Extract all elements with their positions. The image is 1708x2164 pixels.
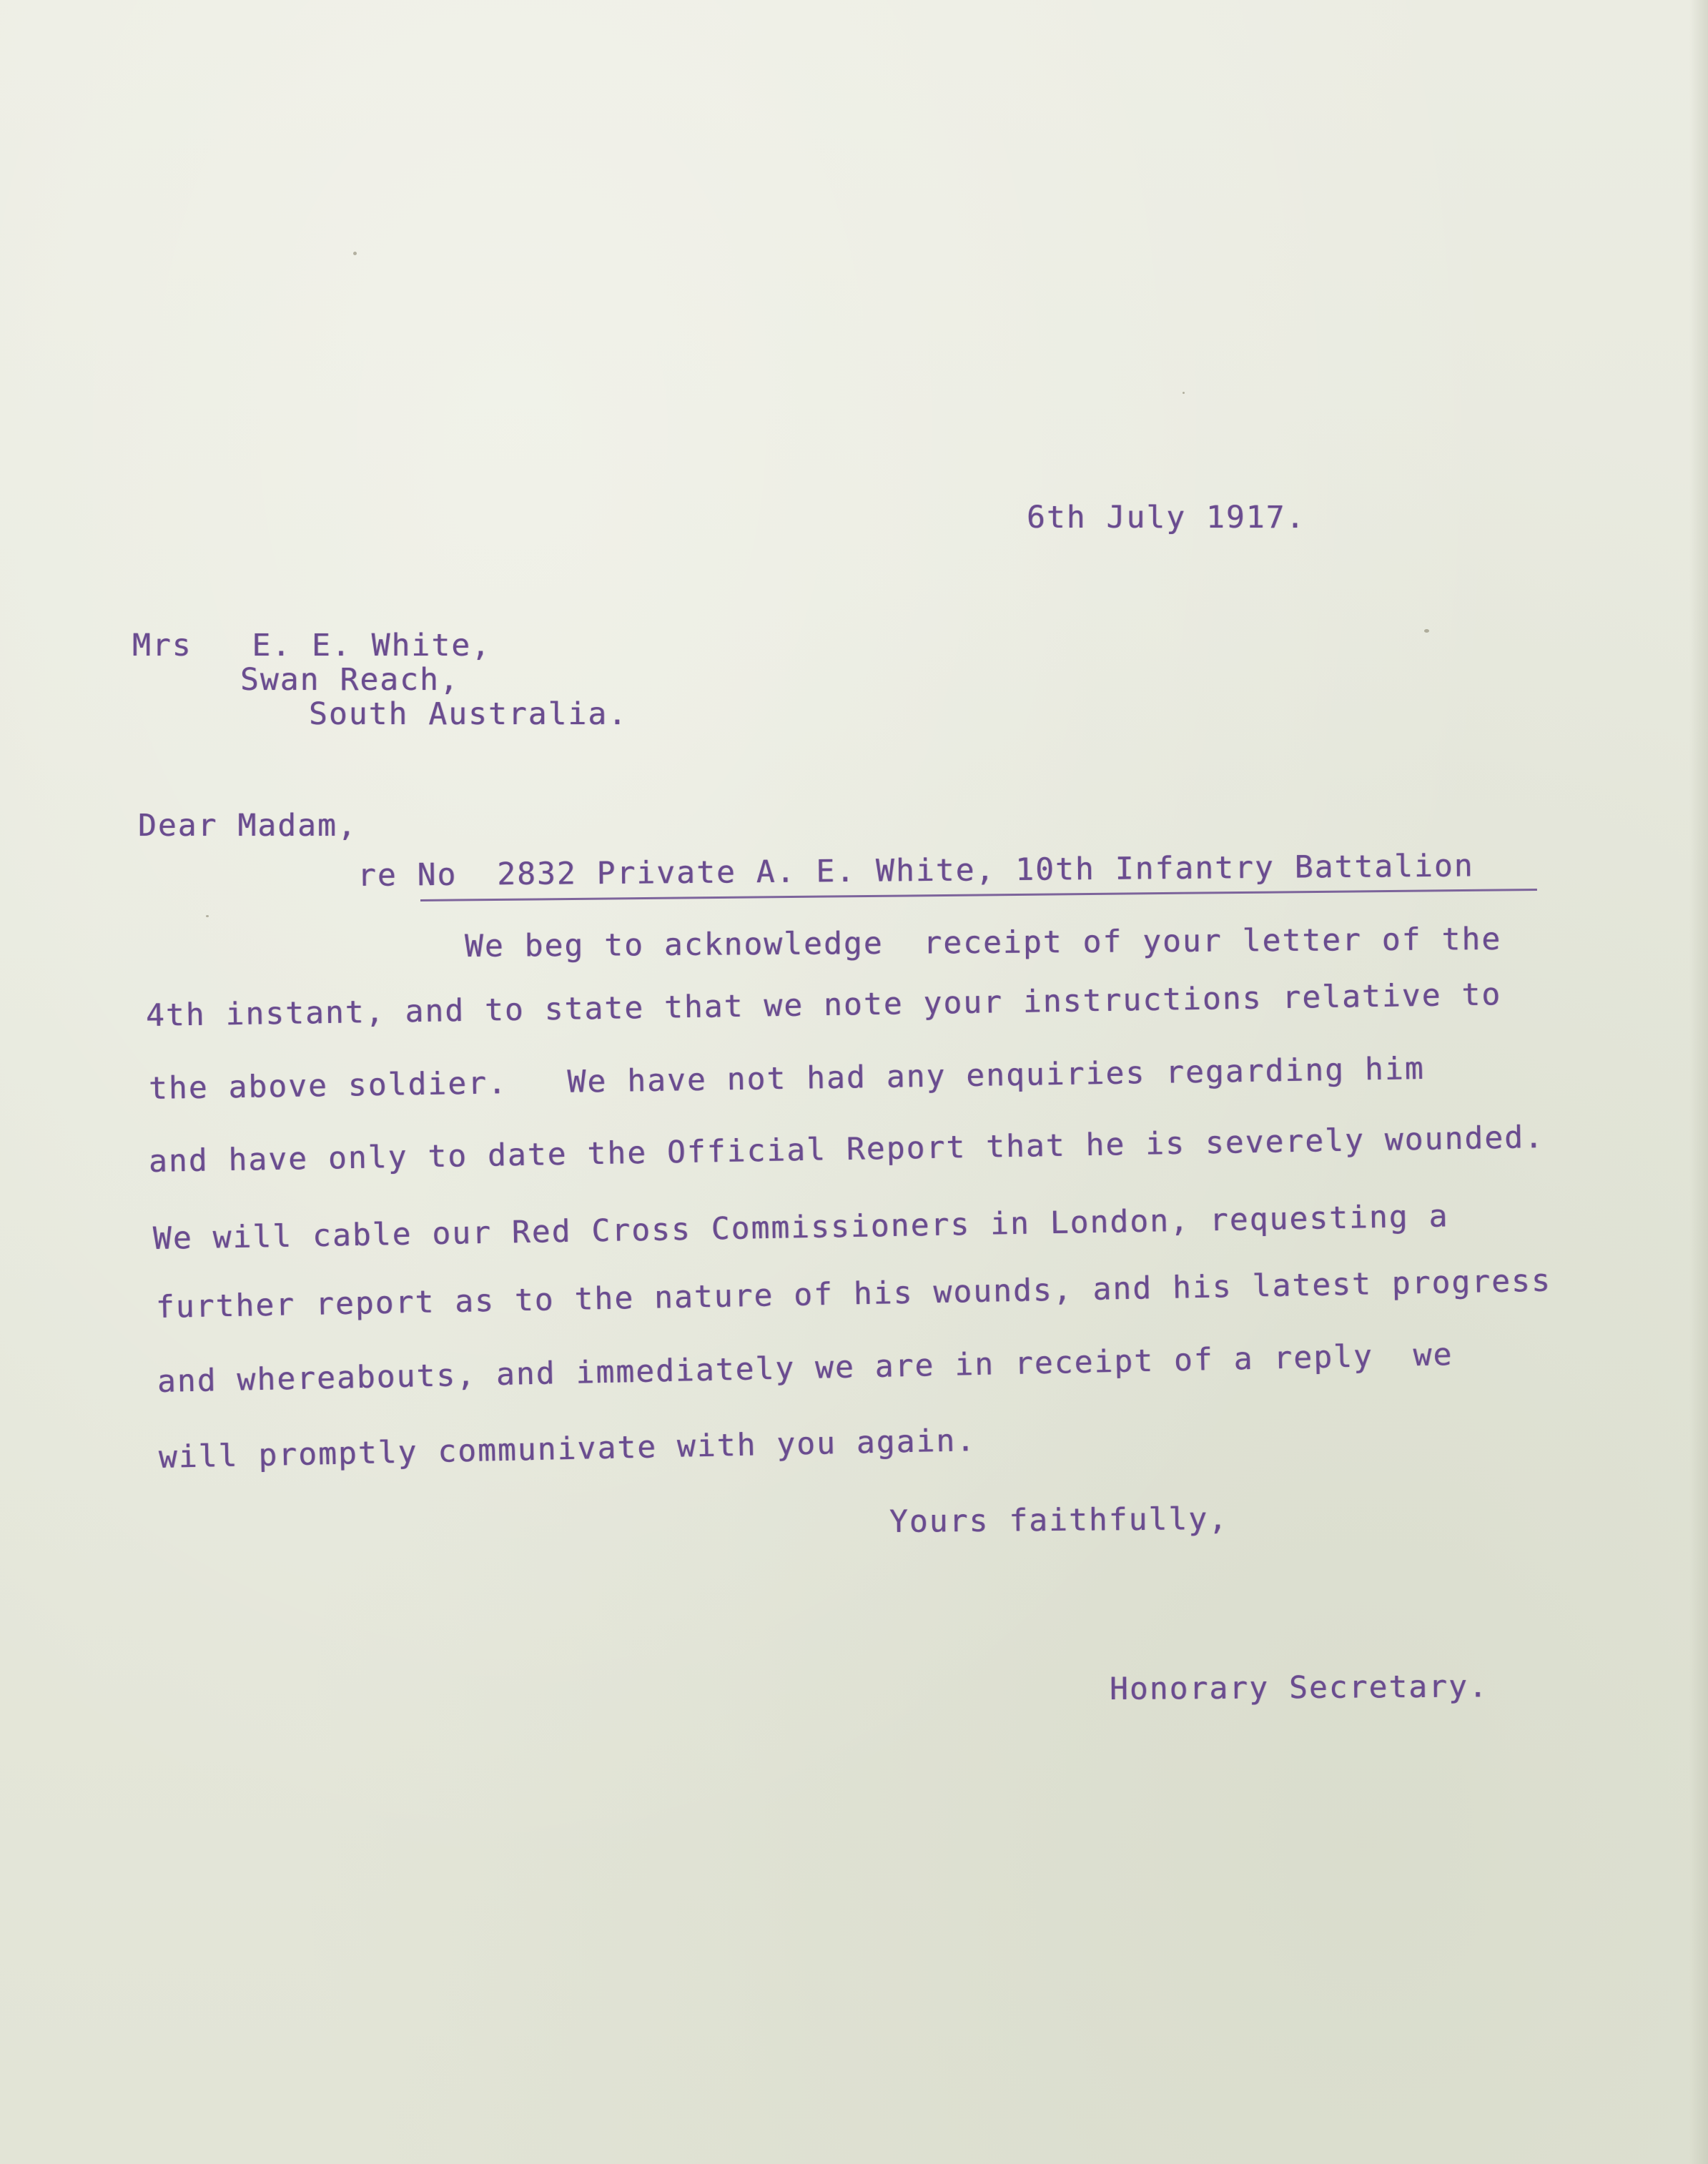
closing: Yours faithfully, <box>889 1501 1229 1540</box>
body-line: and whereabouts, and immediately we are in receipt of a reply we <box>157 1337 1453 1400</box>
reference-line: re No 2832 Private A. E. White, 10th Infantry Battalion <box>357 848 1474 894</box>
body-line: We will cable our Red Cross Commissioners in London, requesting a <box>152 1198 1449 1257</box>
signature-title: Honorary Secretary. <box>1109 1669 1489 1707</box>
letter-date: 6th July 1917. <box>1027 500 1306 535</box>
body-line: will promptly communivate with you again. <box>158 1423 977 1476</box>
body-line: 4th instant, and to state that we note your instructions relative to <box>145 977 1502 1034</box>
salutation: Dear Madam, <box>138 808 357 844</box>
paper-speck <box>1424 629 1429 633</box>
body-line: further report as to the nature of his wounds, and his latest progress <box>155 1263 1552 1325</box>
paper-speck <box>1183 392 1185 394</box>
paper-speck <box>206 915 209 917</box>
body-line: We beg to acknowledge receipt of your letter of the <box>464 921 1502 964</box>
recipient-name: Mrs E. E. White, <box>132 628 491 663</box>
recipient-address-line: Swan Reach, <box>240 662 460 698</box>
paper-speck <box>353 252 357 255</box>
body-line: and have only to date the Official Report that he is severely wounded. <box>148 1119 1545 1180</box>
recipient-address-line: South Australia. <box>309 696 628 732</box>
body-line: the above soldier. We have not had any enquiries regarding him <box>148 1050 1426 1107</box>
page-edge-shadow <box>1689 0 1708 2164</box>
